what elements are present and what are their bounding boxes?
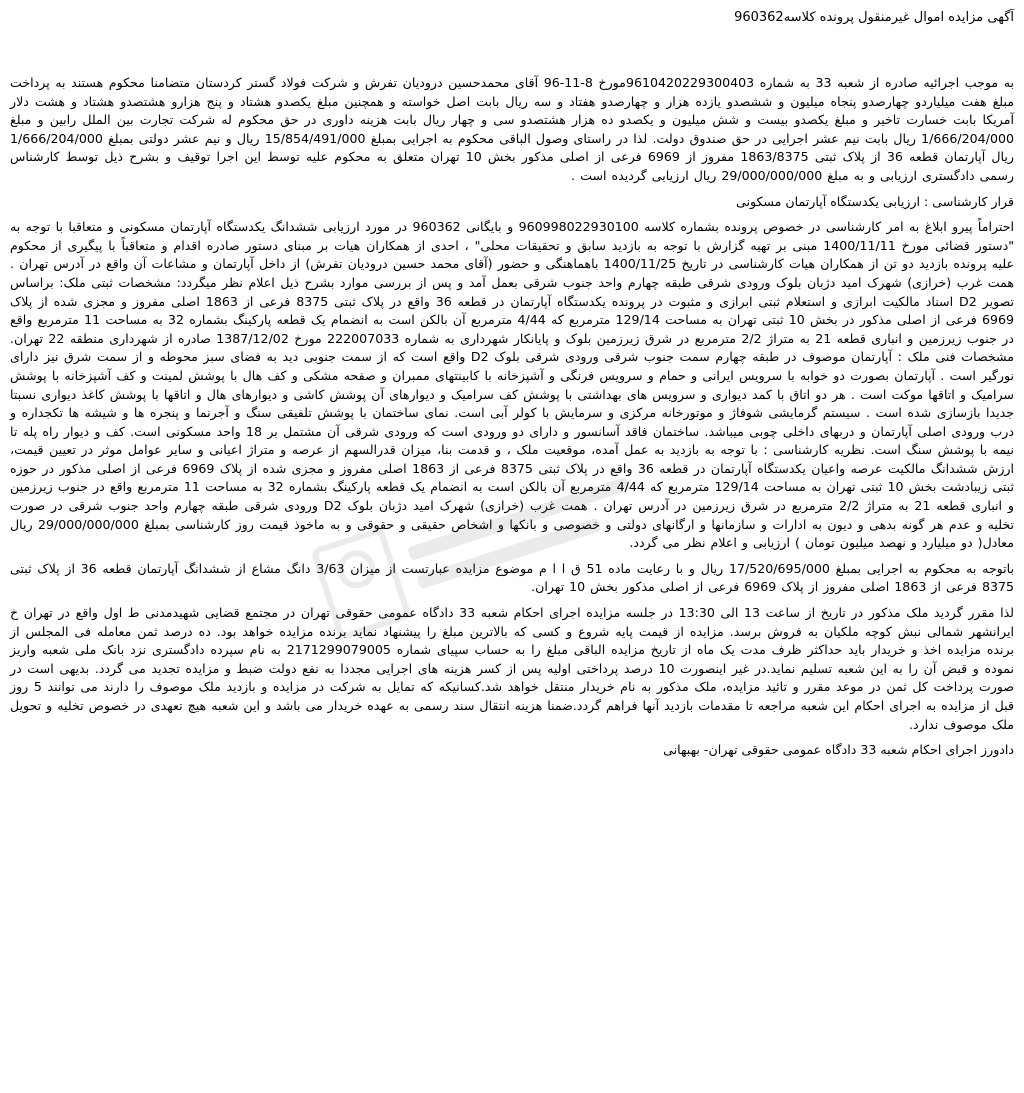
spacer (10, 597, 1014, 604)
spacer (10, 734, 1014, 741)
spacer (10, 211, 1014, 218)
spacer (10, 186, 1014, 193)
expert-order-heading: قرار کارشناسی : ارزیابی یکدستگاه آپارتمان مسکونی (735, 193, 1014, 209)
paragraph-expert-report: احتراماً پیرو ابلاغ به امر کارشناسی در خصوص پرونده بشماره کلاسه 960998022930100 و بایگانی 960362 در مورد ارزیابی ششدانگ یکدستگاه آپارتمان مسکونی و متعاقبا با توجه به "دستور قضائی مورخ 1400/11/11 مبنی بر تهیه گزارش با توجه به بازدید سابق و تحقیقات محلی" ، احدی از همکاران هیات بر مبنای دستور صادره اقدام و متعاقباً با پیگیری از محکوم علیه پرونده بازدید دو تن از همکاران هیات کارشناسی در تاریخ 1400/11/25 باهماهنگی و حضور (آقای محمد حسین درودیان تفرش) از داخل آپارتمان و مشاعات آن واقع در آدرس تهران . همت غرب (خرازی) شهرک امید دژبان بلوک ورودی شرقی طبقه چهارم واحد جنوب شرقی بعمل آمد و پس از بررسی موارد بشرح ذیل اعلام نظر میگردد: مشخصات ثبتی ملک: براساس تصویر D2 اسناد مالکیت ابرازی و استعلام ثبتی ابرازی و مثبوت در پرونده یکدستگاه آپارتمان در قطعه 36 واقع در پلاک ثبتی 8375 فرعی از 1863 اصلی مفروز و مجزی شده از پلاک 6969 فرعی از اصلی مذکور در بخش 10 ثبتی تهران به مساحت 129/14 مترمربع که 4/44 مترمربع آن بالکن است به انضمام یک قطعه پارکینگ بشماره 32 به مساحت 11 مترمربع واقع در جنوب زیرزمین و انباری قطعه 21 به متراژ 2/2 مترمربع در شرق زیرزمین بلوک و پایانکار شهرداری به شماره 222007033 مورخ 1387/12/02 صادره از شهرداری منطقه 22 تهران. مشخصات فنی ملک : آپارتمان موصوف در طبقه چهارم سمت جنوب شرقی ورودی شرقی بلوک D2 واقع است که از سمت جنوبی دید به فضای سبز محوطه و از سمت شرق نیز دارای نورگیر است . آپارتمان بصورت دو خوابه با سرویس ایرانی و حمام و سرویس فرنگی و آشپزخانه با کابینتهای ممبران و صفحه مشکی و کف هال با پوشش لمینت و کف آشپزخانه با پوشش سرامیک و اتاقها موکت است . هر دو اتاق با کمد دیواری و سرویس های بهداشتی با پوشش کف سرامیک و دیوارهای آن پوشش کاشی و دیوارهای هال و اتاقها با پوشش کاغذ دیواری نسبتا جدیدا بازسازی شده است . سیستم گرمایشی شوفاژ و موتورخانه مرکزی و سرمایش با کولر آبی است. نمای ساختمان با پوشش تلفیقی سنگ و آجرنما و پنجره ها و شیشه ها تکجداره و درب ورودی اصلی آپارتمان و دربهای داخلی چوبی میباشد. ساختمان فاقد آسانسور و دارای دو ورودی است که ورودی شرقی آن مشتمل بر 18 واحد مسکونی است. کف و دیوار راه پله تا نیمه با پوشش سنگ است. نظریه کارشناسی : با توجه به بازدید به عمل آمده، موقعیت ملک ، و قدمت بنا، میزان قدرالسهم از عرصه و متراژ اعیانی و سایر عوامل موثر در تعیین قیمت، ارزش ششدانگ مالکیت عرصه واعیان یکدستگاه آپارتمان در قطعه 36 واقع در پلاک ثبتی 8375 فرعی از 1863 اصلی مفروز و مجزی شده از پلاک 6969 فرعی از اصلی مذکور در حوزه ثبتی زیبادشت بخش 10 ثبتی تهران به مساحت 129/14 مترمربع که 4/44 مترمربع آن بالکن است به انضمام یک قطعه پارکینگ بشماره 32 به مساحت 11 مترمربع واقع در جنوب زیرزمین و انباری قطعه 21 به متراژ 2/2 مترمربع در شرق زیرزمین در آدرس تهران . همت غرب (خرازی) شهرک امید دژبان بلوک D2 ورودی شرقی طبقه چهارم واحد جنوب شرقی در صورت تخلیه و عدم هر گونه بدهی و دیون به ادارات و سازمانها و ارگانهای دولتی و خصوصی و بانکها و اشخاص حقیقی و حقوقی و به ماخوذ قیمت روز کارشناسی بمبلغ 29/000/000/000 ریال معادل( دو میلیارد و نهصد میلیون تومان ) ارزیابی و اعلام نظر می گردد. (10, 219, 1015, 551)
paragraph-auction-subject: باتوجه به محکوم به اجرایی بمبلغ 17/520/695/000 ریال و با رعایت ماده 51 ق ا ا م موضوع مزایده عبارتست از میزان 3/63 دانگ مشاع از ششدانگ آپارتمان قطعه 36 از پلاک ثبتی 8375 فرعی از 1863 اصلی مفروز از پلاک 6969 فرعی از اصلی مذکور بخش 10 تهران. (10, 560, 1014, 595)
spacer (10, 553, 1014, 560)
signature-line: دادورز اجرای احکام شعبه 33 دادگاه عمومی حقوقی تهران- بهبهانی (663, 742, 1014, 758)
notice-title: آگهی مزایده اموال غیرمنقول پرونده کلاسه960362 (734, 10, 1014, 25)
paragraph-auction-terms: لذا مقرر گردید ملک مذکور در تاریخ از ساعت 13 الی 13:30 در جلسه مزایده اجرای احکام شعبه 33 دادگاه عمومی حقوقی تهران در مجتمع قضایی شهیدمدنی ط اول واقع در تهران خ ایرانشهر شمالی نبش کوچه ملکیان به فروش برسد. مزایده از قیمت پایه شروع و کسی که بالاترین مبلغ را پیشنهاد نماید برنده مزایده خواهد بود. ده درصد ثمن معامله فی المجلس از برنده مزایده اخذ و خریدار باید حداکثر ظرف مدت یک ماه از تاریخ مزایده الباقی مبلغ را به حساب سپیای شماره 2171299079005 به نام سپرده دادگستری نزد بانک ملی شعبه واریز نموده و قبض آن را به این شعبه تسلیم نماید.در غیر اینصورت 10 درصد پرداختی اولیه پس از کسر هزینه های اجرایی مجددا به نفع دولت ضبط و مزایده تجدید می گردد. بدیهی است در صورت پرداخت کل ثمن در موعد مقرر و تائید مزایده، ملک مذکور به نام خریدار منتقل خواهد شد.کسانیکه که تمایل به شرکت در مزایده و بازدید ملک موصوف را دارند می توانند 5 روز قبل از مزایده به اجرای احکام این شعبه مراجعه تا مقدمات بازدید آنها فراهم گردد.ضمنا هزینه انتقال سند رسمی به عهده خریدار می باشد و این شعبه هیچ تعهدی در خصوص تخلیه و تحویل ملک موصوف ندارد. (10, 605, 1015, 732)
spacer (10, 28, 1014, 74)
paragraph-enforcement: به موجب اجرائیه صادره از شعبه 33 به شماره 9610420229300403مورخ 8-11-96 آقای محمدحسین درودیان تفرش و شرکت فولاد گستر کردستان متضامنا محکوم هستند به پرداخت مبلغ هفت میلیاردو چهارصدو پنجاه میلیون و ششصدو یازده هزار و چهارصدو هفتاد و سه ریال بابت اصل خواسته و همچنین مبلغ یکصدو هشتاد و پنج هزارو هشتصدو هشتاد و هشت دلار آمریکا بابت خسارت تاخیر و مبلغ یکصدو بیست و شش میلیون و یکصدو ده هزار هشتصدو سی و چهار ریال بابت هزینه داوری در حق محکوم له شرکت تجارت بین الملل رابین و مبلغ 1/666/204/000 ریال بابت نیم عشر اجرایی در حق صندوق دولت. لذا در راستای وصول الباقی محکوم به اجرایی بمبلغ 15/854/491/000 ریال و نیم عشر دولتی بمبلغ 1/666/204/000 ریال آپارتمان قطعه 36 از پلاک ثبتی 1863/8375 مفروز از 6969 فرعی از اصلی مذکور بخش 10 تهران متعلق به محکوم علیه توسط این اجرا توقیف و بشرح ذیل توسط کارشناس رسمی دادگستری ارزیابی و به مبلغ 29/000/000/000 ریال ارزیابی گردیده است . (10, 75, 1014, 183)
